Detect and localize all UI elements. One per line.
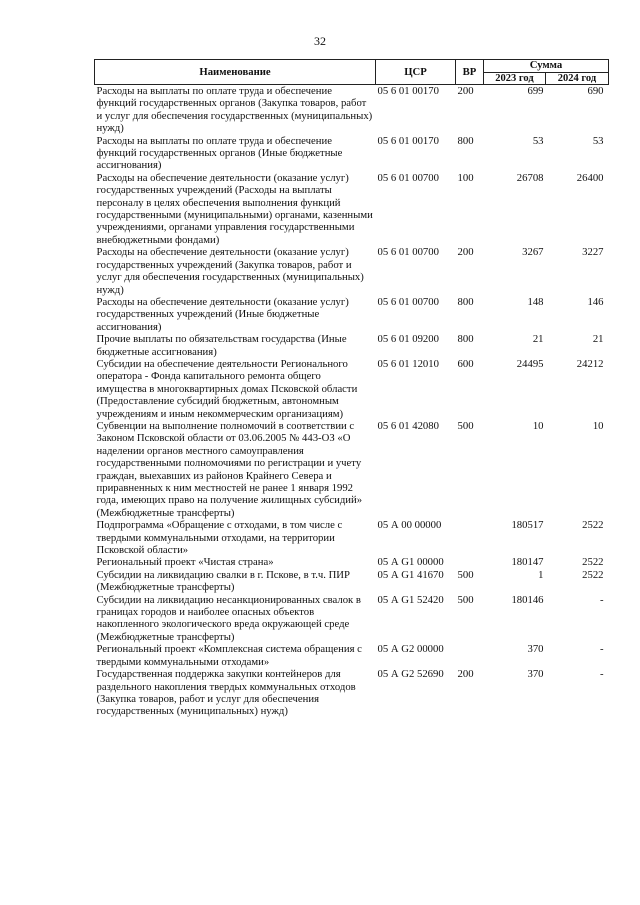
cell-sum-2023: 10 bbox=[532, 419, 544, 432]
cell-vr bbox=[456, 556, 484, 568]
cell-sum-2024: 3227 bbox=[582, 246, 604, 259]
cell-csr: 05 А G1 41670 bbox=[377, 568, 444, 581]
cell-vr: 200 bbox=[457, 246, 474, 259]
cell-sum-2024: 26400 bbox=[576, 171, 604, 184]
cell-name: Расходы на выплаты по оплате труда и обеспечение функций государственных органов (Иные бюджетные ассигнования) bbox=[96, 134, 343, 172]
cell-csr: 05 6 01 12010 bbox=[377, 357, 439, 370]
page-number: 32 bbox=[314, 34, 326, 48]
cell-sum-2023: 1 bbox=[538, 568, 544, 581]
table-row bbox=[95, 246, 609, 296]
cell-csr: 05 А G2 00000 bbox=[377, 643, 444, 656]
budget-table bbox=[94, 59, 609, 718]
cell-name: Подпрограмма «Обращение с отходами, в том числе с твердыми коммунальными отходами, на территории Псковской области» bbox=[96, 519, 343, 557]
table-row bbox=[95, 420, 609, 519]
cell-vr: 800 bbox=[457, 134, 474, 147]
cell-csr: 05 А G1 00000 bbox=[377, 556, 444, 569]
cell-sum-2024: 53 bbox=[592, 134, 604, 147]
table-row bbox=[95, 358, 609, 420]
cell-csr: 05 6 01 00700 bbox=[377, 171, 439, 184]
cell-csr: 05 А G2 52690 bbox=[377, 668, 444, 681]
cell-sum-2023: 148 bbox=[527, 295, 544, 308]
cell-sum-2024: 146 bbox=[587, 295, 604, 308]
header-vr: ВР bbox=[456, 60, 484, 85]
cell-vr: 600 bbox=[457, 357, 474, 370]
header-year-2023: 2023 год bbox=[484, 72, 546, 85]
cell-name: Субсидии на ликвидацию свалки в г. Пскове, в т.ч. ПИР (Межбюджетные трансферты) bbox=[96, 568, 350, 594]
cell-csr: 05 6 01 09200 bbox=[377, 333, 439, 346]
cell-vr: 800 bbox=[457, 333, 474, 346]
cell-sum-2024: 24212 bbox=[576, 357, 604, 370]
cell-name: Субвенции на выполнение полномочий в соответствии с Законом Псковской области от 03.06.2005 № 443-ОЗ «О наделении органов местного самоуправления государственными полномочиями по регистрации и учету граждан, выехавших из районов Крайнего Севера и приравненных к ним местностей не ранее 1 января 1992 года, имеющих право на получение жилищных субсидий» (Межбюджетные трансферты) bbox=[96, 419, 363, 519]
header-csr: ЦСР bbox=[376, 60, 456, 85]
table-row bbox=[95, 569, 609, 594]
cell-sum-2023: 3267 bbox=[522, 246, 544, 259]
cell-csr: 05 6 01 00700 bbox=[377, 246, 439, 259]
cell-sum-2023: 180147 bbox=[511, 556, 544, 569]
header-sum: Сумма bbox=[484, 60, 609, 73]
cell-sum-2023: 26708 bbox=[516, 171, 544, 184]
table-body bbox=[95, 85, 609, 718]
cell-sum-2024: 2522 bbox=[582, 568, 604, 581]
cell-sum-2024: - bbox=[599, 643, 604, 656]
cell-sum-2024: 21 bbox=[592, 333, 604, 346]
cell-sum-2024: - bbox=[599, 668, 604, 681]
cell-vr: 500 bbox=[457, 568, 474, 581]
cell-name: Региональный проект «Комплексная система обращения с твердыми коммунальными отходами» bbox=[96, 643, 362, 668]
table-row bbox=[95, 594, 609, 644]
cell-csr: 05 А G1 52420 bbox=[377, 593, 444, 606]
cell-name: Расходы на обеспечение деятельности (оказание услуг) государственных учреждений (Закупка товаров, работ и услуг для обеспечения государственных (муниципальных) нужд) bbox=[96, 246, 364, 296]
cell-sum-2023: 180146 bbox=[511, 593, 544, 606]
cell-name: Региональный проект «Чистая страна» bbox=[96, 556, 274, 569]
cell-sum-2023: 370 bbox=[527, 668, 544, 681]
table-row bbox=[95, 172, 609, 246]
cell-sum-2023: 370 bbox=[527, 643, 544, 656]
cell-sum-2024: 2522 bbox=[582, 556, 604, 569]
table-row bbox=[95, 135, 609, 172]
header-year-2024: 2024 год bbox=[546, 72, 609, 85]
table-row bbox=[95, 296, 609, 333]
cell-name: Расходы на обеспечение деятельности (оказание услуг) государственных учреждений (Расходы на выплаты персоналу в целях обеспечения выполнения функций государственными (муниципальными) органами, казенными учреждениями, органами управления государственными внебюджетными фондами) bbox=[96, 171, 373, 246]
cell-vr: 100 bbox=[457, 171, 474, 184]
cell-sum-2023: 53 bbox=[532, 134, 544, 147]
cell-csr: 05 6 01 00170 bbox=[377, 85, 439, 97]
cell-vr bbox=[456, 643, 484, 668]
cell-name: Субсидии на обеспечение деятельности Регионального оператора - Фонда капитального ремонта общего имущества в многоквартирных домах Псковской области (Предоставление субсидий бюджетным, автономным учреждениям и иным некоммерческим организациям) bbox=[96, 357, 358, 420]
cell-sum-2024: 2522 bbox=[582, 519, 604, 532]
cell-vr: 800 bbox=[457, 295, 474, 308]
table-row bbox=[95, 85, 609, 135]
cell-vr: 200 bbox=[457, 85, 474, 97]
table-row bbox=[95, 519, 609, 556]
cell-vr: 500 bbox=[457, 593, 474, 606]
table-row bbox=[95, 556, 609, 568]
cell-name: Расходы на обеспечение деятельности (оказание услуг) государственных учреждений (Иные бюджетные ассигнования) bbox=[96, 295, 349, 333]
cell-csr: 05 6 01 00170 bbox=[377, 134, 439, 147]
cell-vr: 500 bbox=[457, 419, 474, 432]
table-row bbox=[95, 333, 609, 358]
cell-sum-2024: - bbox=[599, 593, 604, 606]
cell-vr bbox=[456, 519, 484, 556]
table-header bbox=[95, 60, 609, 85]
cell-name: Прочие выплаты по обязательствам государства (Иные бюджетные ассигнования) bbox=[96, 333, 347, 358]
cell-name: Субсидии на ликвидацию несанкционированных свалок в границах городов и наиболее опасных объектов накопленного экологического вреда окружающей среде (Межбюджетные трансферты) bbox=[96, 593, 361, 643]
cell-vr: 200 bbox=[457, 668, 474, 681]
cell-csr: 05 6 01 00700 bbox=[377, 295, 439, 308]
cell-name: Расходы на выплаты по оплате труда и обеспечение функций государственных органов (Закупка товаров, работ и услуг для обеспечения государственных (муниципальных) нужд) bbox=[96, 85, 373, 135]
table-row bbox=[95, 643, 609, 668]
header-name: Наименование bbox=[95, 60, 376, 85]
cell-sum-2023: 24495 bbox=[516, 357, 544, 370]
cell-name: Государственная поддержка закупки контейнеров для раздельного накопления твердых коммунальных отходов (Закупка товаров, работ и услуг для обеспечения государственных (муниципальных) нужд) bbox=[96, 668, 356, 718]
cell-csr: 05 6 01 42080 bbox=[377, 419, 439, 432]
cell-sum-2023: 699 bbox=[527, 85, 544, 97]
cell-sum-2023: 21 bbox=[532, 333, 544, 346]
cell-sum-2024: 690 bbox=[587, 85, 604, 97]
cell-csr: 05 А 00 00000 bbox=[377, 519, 442, 532]
cell-sum-2024: 10 bbox=[592, 419, 604, 432]
table-row bbox=[95, 668, 609, 718]
cell-sum-2023: 180517 bbox=[511, 519, 544, 532]
